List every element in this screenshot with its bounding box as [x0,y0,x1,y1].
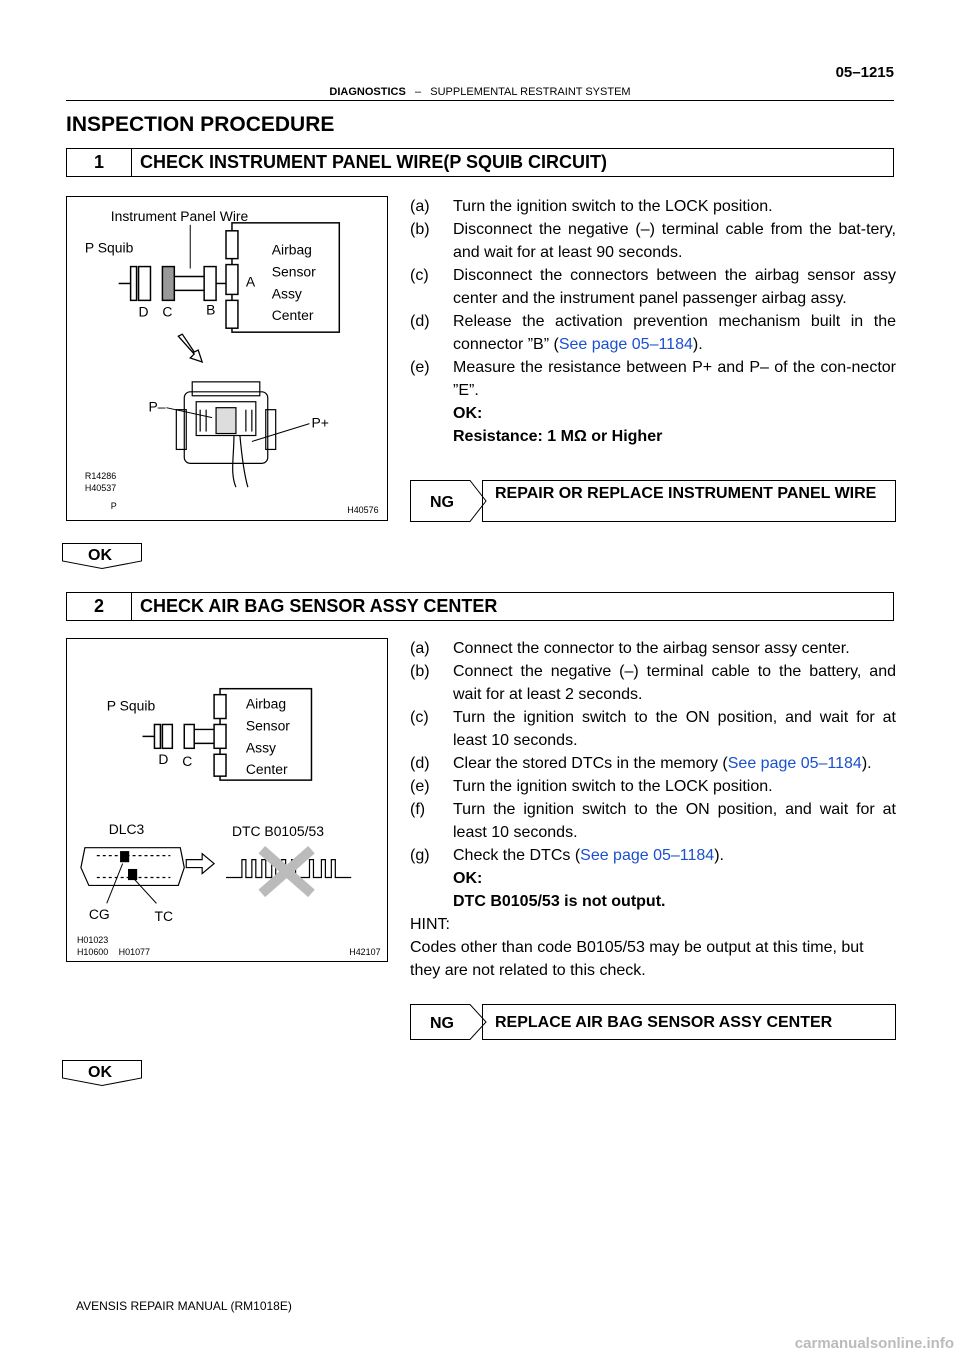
instruction-item: (d) Clear the stored DTCs in the memory (See page 05–1184). [410,755,872,772]
see-page-link[interactable]: See page 05–1184 [558,336,693,353]
header-section: DIAGNOSTICS [329,86,406,98]
instruction-item: (a) Turn the ignition switch to the LOCK position. [410,198,773,215]
page-number: 05–1215 [835,64,894,81]
instruction-item: (d) Release the activation prevention mechanism built in the connector ”B” (See page 05–1184). [410,313,896,353]
ng-label: NG [430,494,454,511]
label-airbag-3: Assy [245,739,277,756]
label-airbag-4: Center [245,761,288,778]
running-header [0,86,960,98]
ok-value: DTC B0105/53 is not output. [453,893,666,910]
ok-label: OK: [453,405,483,422]
label-instrument-panel-wire: Instrument Panel Wire [110,207,249,224]
label-d: D [158,751,169,768]
page-title: INSPECTION PROCEDURE [66,113,335,136]
figure-ref-2: H10600 [76,947,109,958]
instruction-item: (b) Connect the negative (–) terminal cable to the battery, and wait for at least 2 seconds. [410,663,896,703]
label-dlc3: DLC3 [108,820,145,837]
header-subsection: SUPPLEMENTAL RESTRAINT SYSTEM [430,86,631,98]
ok-value: Resistance: 1 MΩ or Higher [453,428,663,445]
arrow-icon [178,334,202,362]
step-2-ok-tag [62,1060,142,1086]
instruction-item: (b) Disconnect the negative (–) terminal cable from the bat-tery, and wait for at least 90 seconds. [410,221,896,261]
hint-label: HINT: [410,916,450,933]
see-page-link[interactable]: See page 05–1184 [727,755,862,772]
step-1-diagram [67,197,387,520]
label-p-minus: P– [148,398,166,415]
header-separator: – [414,86,422,98]
ok-criteria [410,867,896,890]
hint-text: Codes other than code B0105/53 may be output at this time, but they are not related to this check. [410,939,864,979]
label-c: C [182,753,193,770]
figure-ref-3: H01077 [118,947,150,958]
label-tc: TC [154,908,174,925]
arrow-icon [186,854,214,874]
instruction-item: (e) Measure the resistance between P+ and P– of the con-nector ”E”. [410,359,896,399]
step-2-instructions [410,637,896,982]
figure-id: H40576 [347,505,379,516]
label-d: D [138,303,149,320]
label-b: B [206,301,216,318]
label-airbag-4: Center [271,307,314,324]
step-1-number: 1 [67,149,132,176]
ng-result-text: REPLACE AIR BAG SENSOR ASSY CENTER [482,1004,896,1040]
footer: AVENSIS REPAIR MANUAL (RM1018E) [76,1299,292,1313]
label-p-squib: P Squib [106,697,156,714]
ng-arrow-icon [410,1004,488,1040]
label-airbag-1: Airbag [271,241,312,258]
watermark: carmanualsonline.info [794,1335,954,1352]
label-p-plus: P+ [311,414,329,431]
step-1-ok-tag [62,543,142,569]
dlc3-connector-icon [81,848,184,886]
step-1-ng-result [410,480,896,522]
label-dtc: DTC B0105/53 [231,822,324,839]
ng-result-text: REPAIR OR REPLACE INSTRUMENT PANEL WIRE [482,480,896,522]
instruction-item: (g) Check the DTCs (See page 05–1184). [410,847,724,864]
label-airbag-2: Sensor [271,263,316,280]
header-rule [66,100,894,101]
dtc-waveform-crossed-icon [226,850,351,894]
label-airbag-1: Airbag [245,695,287,712]
step-2-diagram [67,639,387,961]
ok-tag-label: OK [88,1064,112,1081]
step-2-header [66,592,894,621]
step-1-instructions [410,195,896,448]
ok-value-row [410,425,896,448]
label-a: A [245,273,256,290]
instruction-item: (f) Turn the ignition switch to the ON position, and wait for at least 10 seconds. [410,801,896,841]
figure-ref-1: R14286 [84,471,117,482]
figure-ref-2: H40537 [84,483,117,494]
step-2-figure [66,638,388,962]
instruction-item: (a) Connect the connector to the airbag sensor assy center. [410,640,850,657]
connector-e-drawing [176,382,275,487]
label-airbag-2: Sensor [245,717,290,734]
step-2-title: CHECK AIR BAG SENSOR ASSY CENTER [140,596,498,616]
step-2-number: 2 [67,593,132,620]
instruction-item: (c) Turn the ignition switch to the ON position, and wait for at least 10 seconds. [410,709,896,749]
figure-ref-3: P [110,501,117,512]
label-cg: CG [88,906,110,923]
step-1-figure [66,196,388,521]
ok-criteria [410,402,896,425]
step-2-ng-result [410,1004,896,1040]
ok-label: OK: [453,870,483,887]
label-airbag-3: Assy [271,285,302,302]
step-1-title: CHECK INSTRUMENT PANEL WIRE(P SQUIB CIRCUIT) [140,152,608,172]
instruction-item: (c) Disconnect the connectors between the airbag sensor assy center and the instrument panel passenger airbag assy. [410,267,896,307]
label-c: C [162,303,173,320]
instruction-item: (e) Turn the ignition switch to the LOCK position. [410,778,773,795]
ng-arrow-icon [410,480,488,522]
label-p-squib: P Squib [84,239,134,256]
ok-tag-label: OK [88,547,112,564]
see-page-link[interactable]: See page 05–1184 [580,847,715,864]
step-1-header [66,148,894,177]
figure-id: H42107 [349,947,381,958]
figure-ref-1: H01023 [76,935,109,946]
ng-label: NG [430,1015,454,1032]
ok-value-row [410,890,896,913]
